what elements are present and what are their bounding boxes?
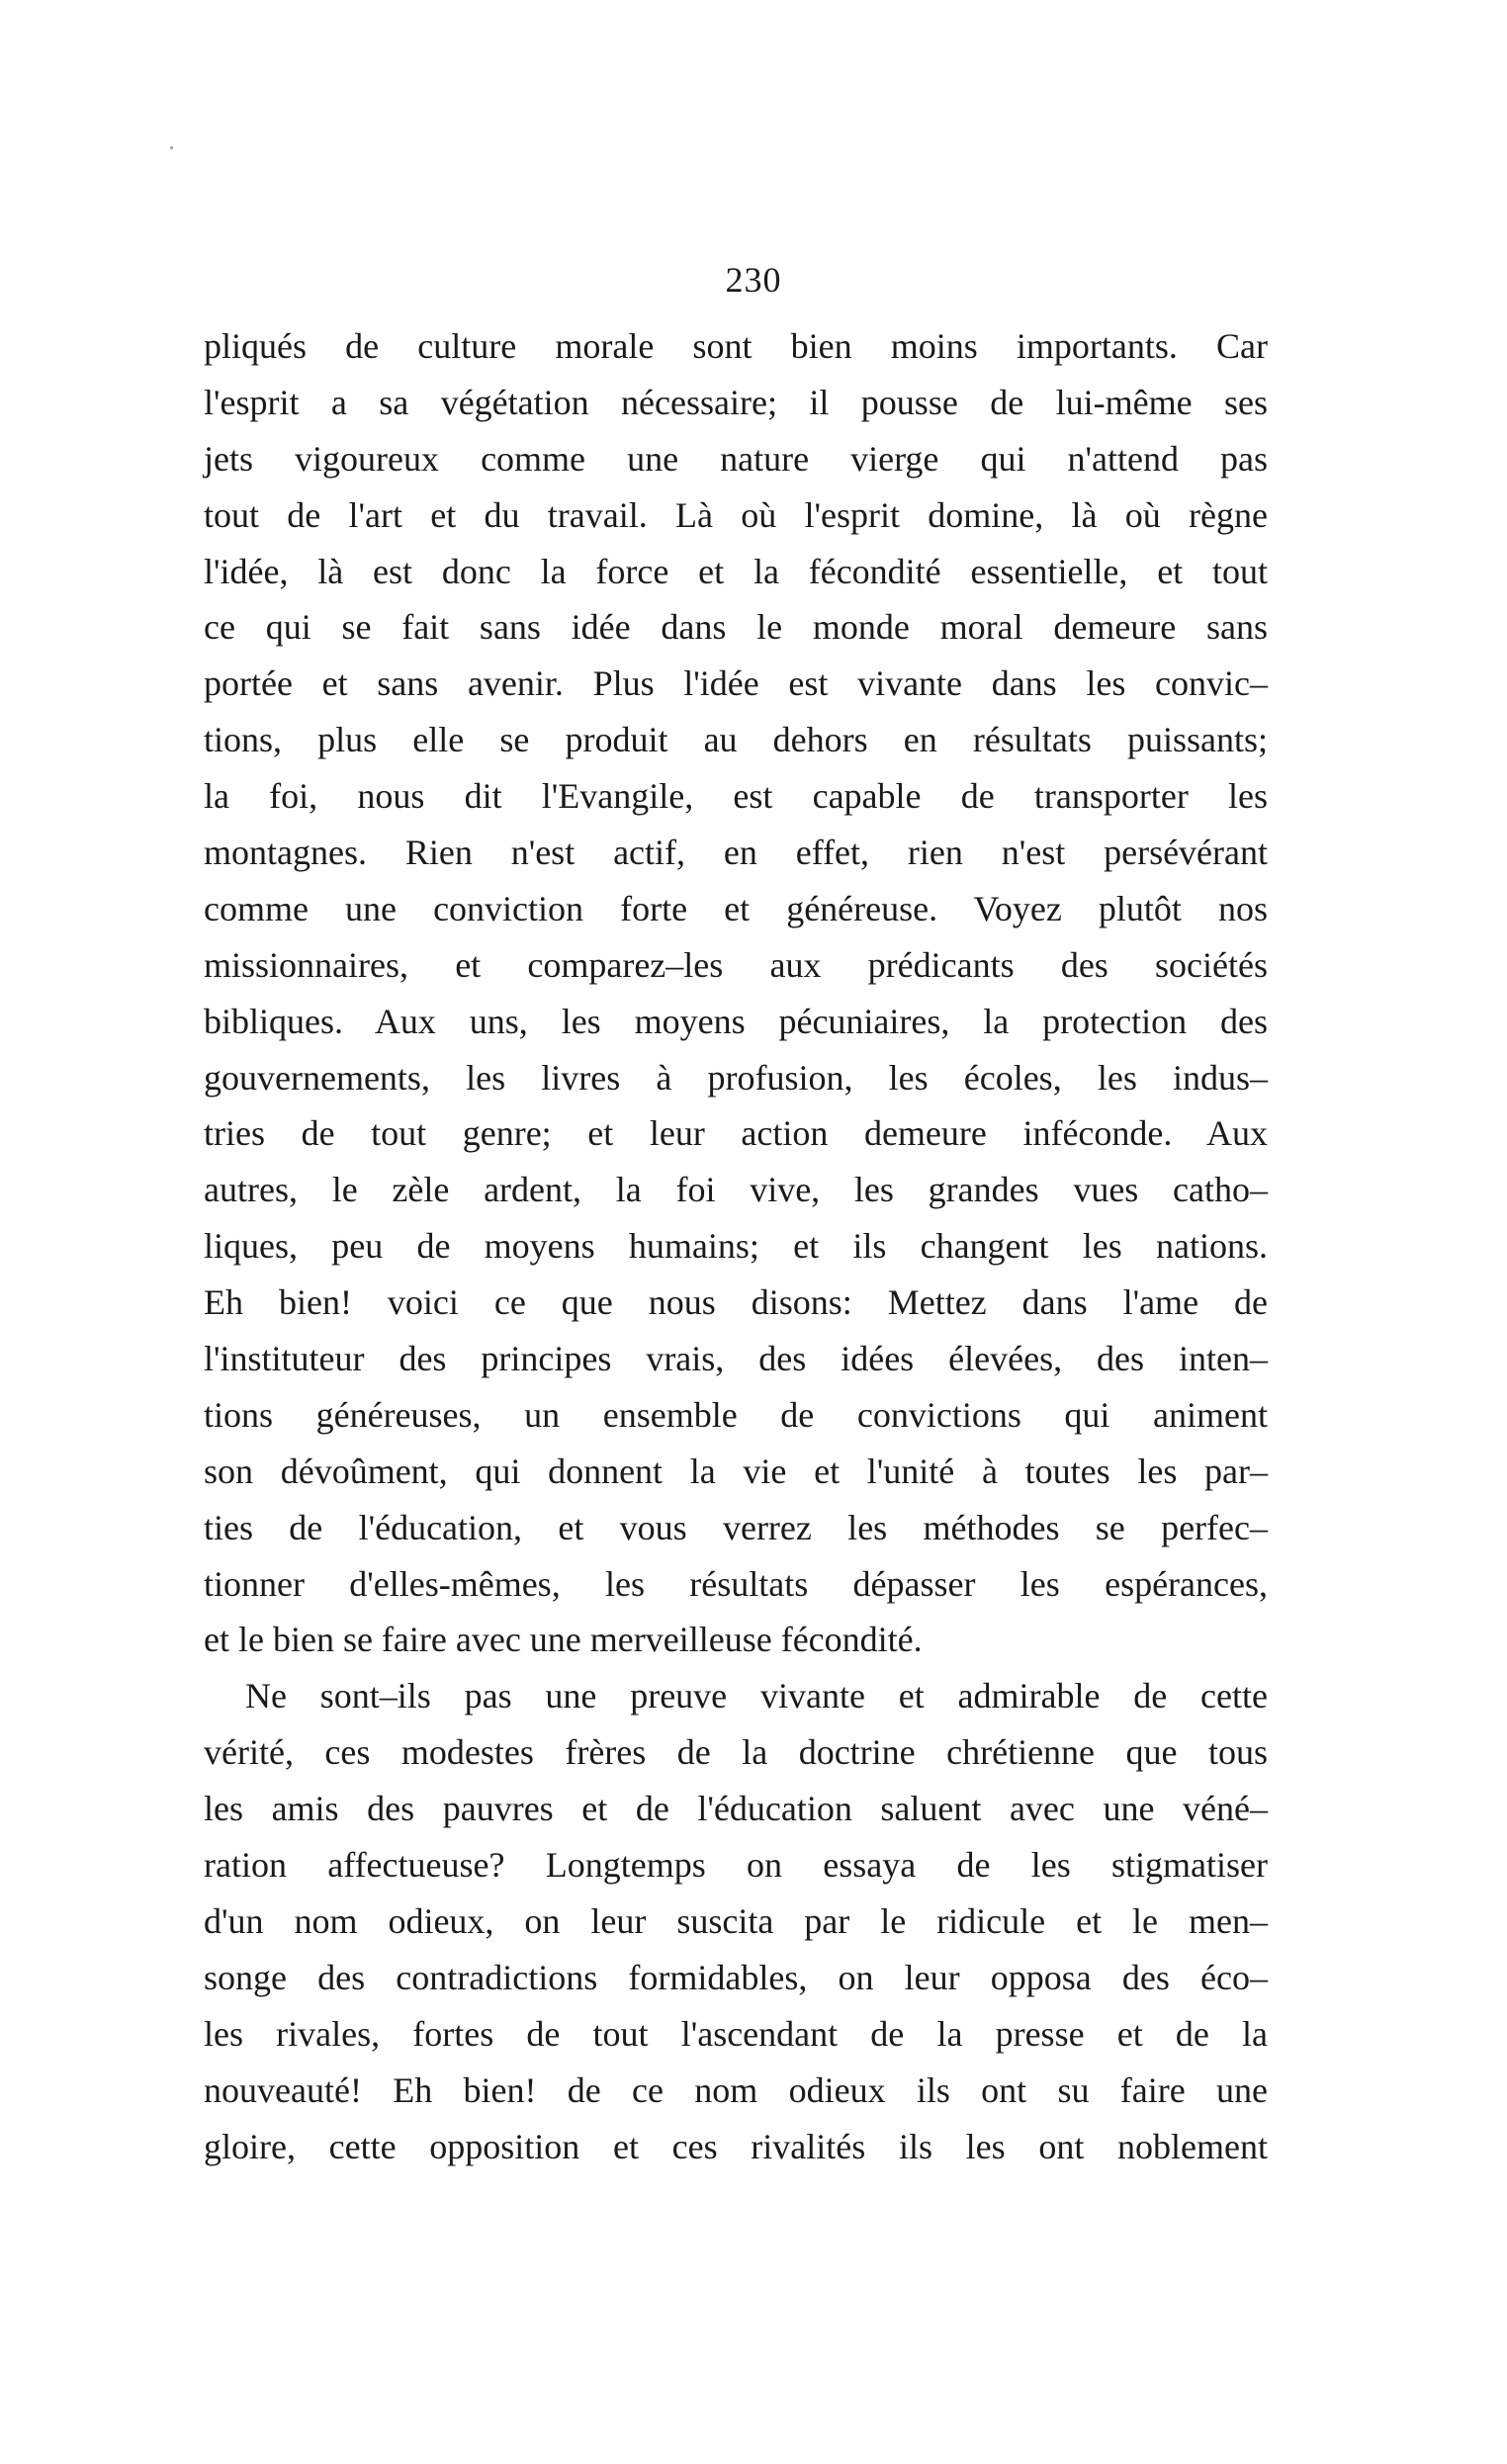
text-line: tions généreuses, un ensemble de convictions qui animent [204,1394,1268,1435]
text-line: tionner d'elles-mêmes, les résultats dépasser les espérances, [204,1563,1268,1604]
text-line: liques, peu de moyens humains; et ils changent les nations. [204,1226,1268,1267]
text-line: jets vigoureux comme une nature vierge qui n'attend pas [204,438,1268,479]
text-line: gouvernements, les livres à profusion, les écoles, les indus– [204,1057,1268,1098]
text-line: la foi, nous dit l'Evangile, est capable de transporter les [204,776,1268,817]
text-line: gloire, cette opposition et ces rivalités ils les ont noblement [204,2126,1268,2166]
text-line: bibliques. Aux uns, les moyens pécuniaires, la protection des [204,1001,1268,1041]
text-line: l'idée, là est donc la force et la fécondité essentielle, et tout [204,551,1268,591]
text-line: tout de l'art et du travail. Là où l'esprit domine, là où règne [204,494,1268,535]
text-line: les rivales, fortes de tout l'ascendant de la presse et de la [204,2013,1268,2054]
text-line: pliqués de culture morale sont bien moins importants. Car [204,326,1268,366]
scan-speck [170,146,173,149]
text-line: comme une conviction forte et généreuse. Voyez plutôt nos [204,888,1268,928]
text-line: ration affectueuse? Longtemps on essaya de les stigmatiser [204,1845,1268,1886]
text-line: songe des contradictions formidables, on leur opposa des éco– [204,1957,1268,1997]
text-line: les amis des pauvres et de l'éducation saluent avec une véné– [204,1789,1268,1829]
page-body [204,318,1268,2174]
text-line: missionnaires, et comparez–les aux prédicants des sociétés [204,944,1268,985]
text-line: portée et sans avenir. Plus l'idée est vivante dans les convic– [204,663,1268,704]
text-line: ties de l'éducation, et vous verrez les méthodes se perfec– [204,1507,1268,1547]
text-line: d'un nom odieux, on leur suscita par le ridicule et le men– [204,1900,1268,1941]
text-line: vérité, ces modestes frères de la doctrine chrétienne que tous [204,1732,1268,1773]
text-line: son dévoûment, qui donnent la vie et l'unité à toutes les par– [204,1451,1268,1491]
text-line: Ne sont–ils pas une preuve vivante et admirable de cette [245,1676,1268,1716]
text-line: l'esprit a sa végétation nécessaire; il pousse de lui-même ses [204,382,1268,422]
text-line: Eh bien! voici ce que nous disons: Mettez dans l'ame de [204,1282,1268,1323]
text-line: tions, plus elle se produit au dehors en résultats puissants; [204,720,1268,760]
text-line: nouveauté! Eh bien! de ce nom odieux ils ont su faire une [204,2069,1268,2110]
text-line: l'instituteur des principes vrais, des idées élevées, des inten– [204,1339,1268,1379]
page-number: 230 [725,260,782,300]
text-line: autres, le zèle ardent, la foi vive, les grandes vues catho– [204,1170,1268,1210]
text-line: et le bien se faire avec une merveilleuse fécondité. [204,1620,923,1660]
text-line: montagnes. Rien n'est actif, en effet, rien n'est persévérant [204,833,1268,873]
text-line: tries de tout genre; et leur action demeure inféconde. Aux [204,1113,1268,1154]
text-line: ce qui se fait sans idée dans le monde moral demeure sans [204,607,1268,648]
